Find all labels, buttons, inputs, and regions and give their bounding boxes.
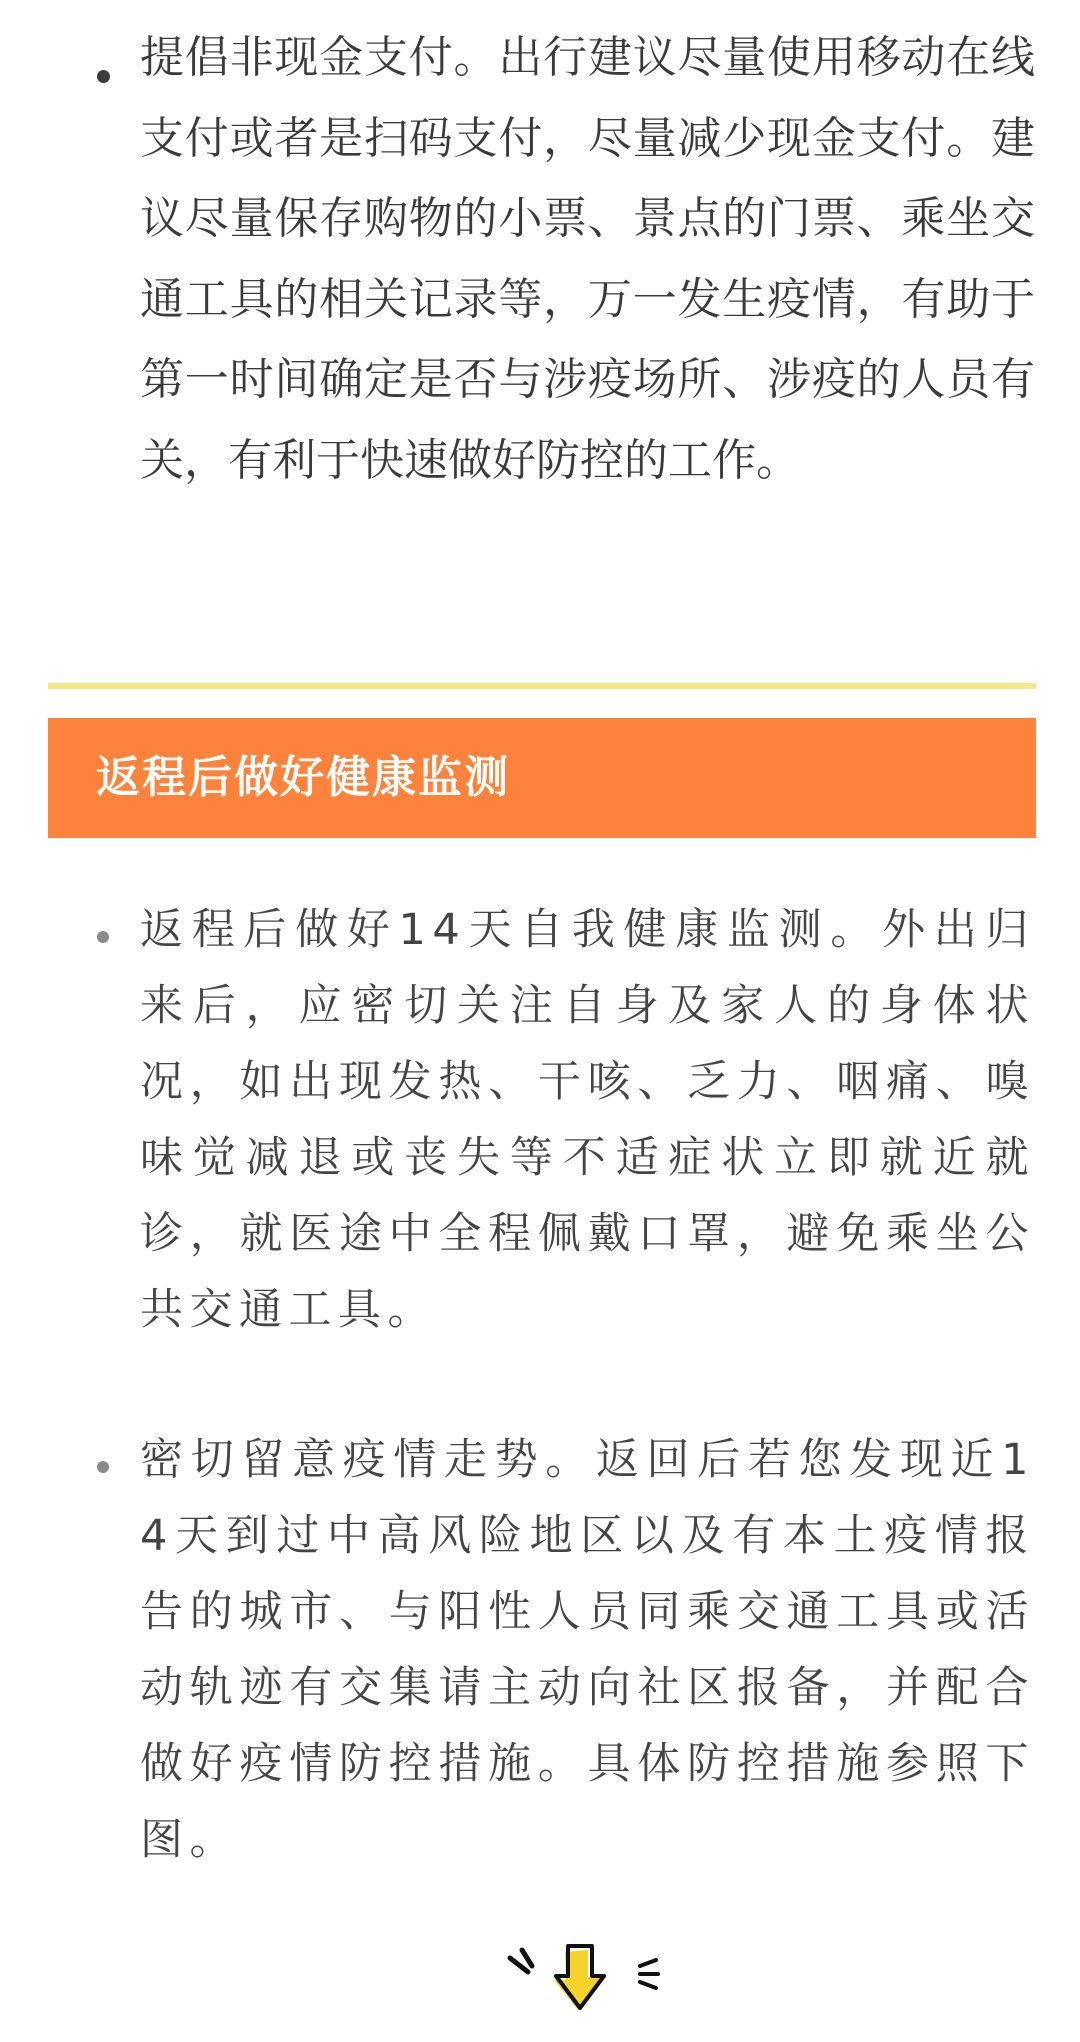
bullet-item-cashless-payment [97, 18, 1037, 578]
section-title: 返程后做好健康监测 [96, 752, 510, 803]
section-divider [48, 683, 1036, 689]
bullet-item-health-monitoring [97, 892, 1037, 1352]
down-arrow-icon [500, 1940, 680, 2020]
bullet-dot-icon [97, 70, 110, 83]
bullet-dot-icon [97, 1461, 109, 1473]
bullet-text: 提倡非现金支付。出行建议尽量使用移动在线支付或者是扫码支付，尽量减少现金支付。建议尽量保存购物的小票、景点的门票、乘坐交通工具的相关记录等，万一发生疫情，有助于第一时间确定是否与涉疫场所、涉疫的人员有关，有利于快速做好防控的工作。 [140, 32, 1035, 486]
section-header [48, 718, 1036, 838]
bullet-item-epidemic-trends [97, 1422, 1037, 1892]
bullet-text: 返程后做好14天自我健康监测。外出归来后，应密切关注自身及家人的身体状况，如出现发热、干咳、乏力、咽痛、嗅味觉减退或丧失等不适症状立即就近就诊，就医途中全程佩戴口罩，避免乘坐公共交通工具。 [140, 905, 1035, 1335]
bullet-text: 密切留意疫情走势。返回后若您发现近14天到过中高风险地区以及有本土疫情报告的城市、与阳性人员同乘交通工具或活动轨迹有交集请主动向社区报备，并配合做好疫情防控措施。具体防控措施参照下图。 [140, 1435, 1035, 1865]
bullet-dot-icon [97, 931, 109, 943]
